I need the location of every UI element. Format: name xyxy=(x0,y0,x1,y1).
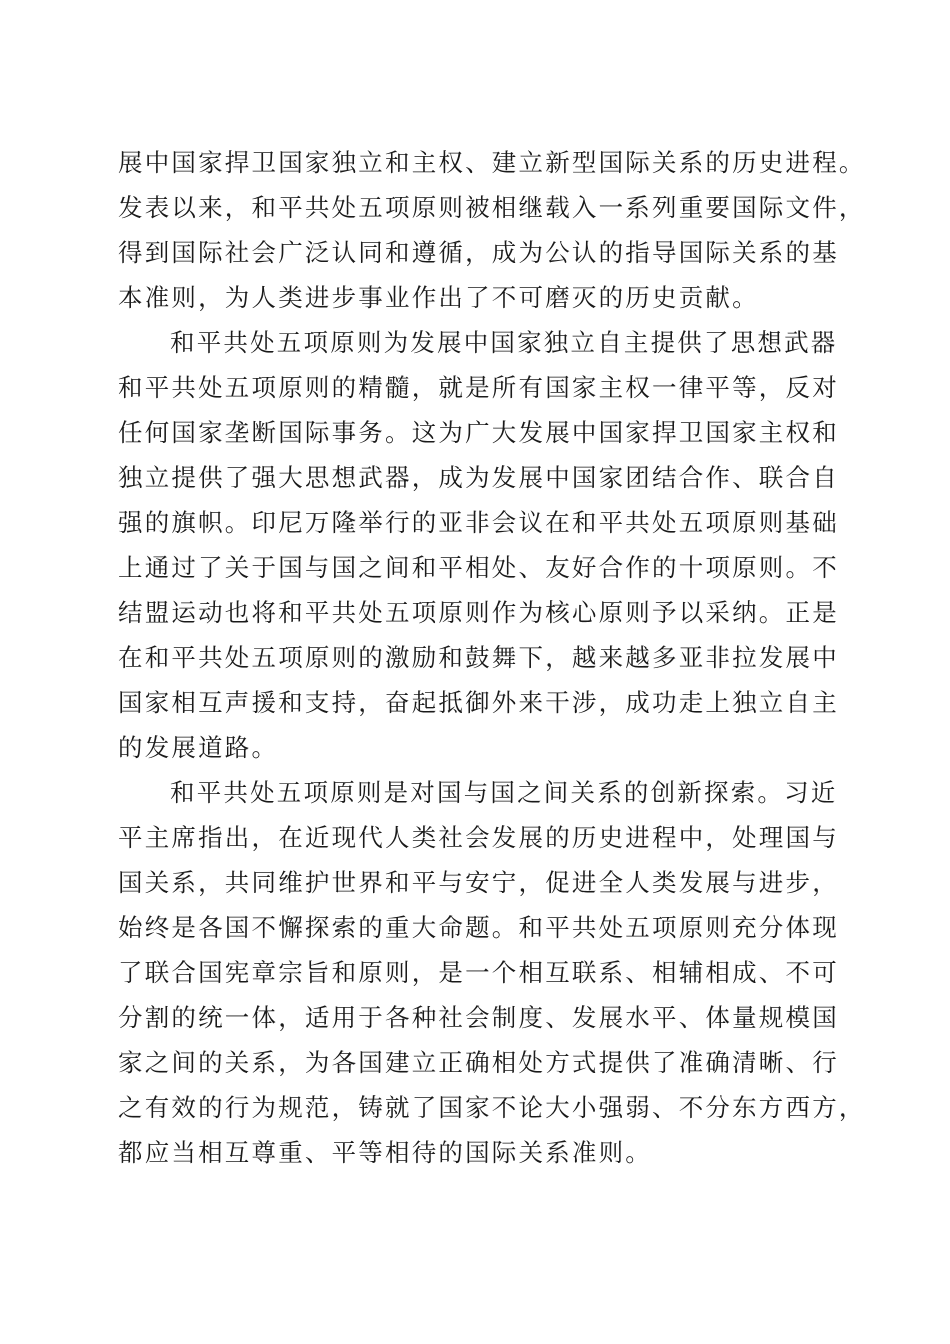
document-body xyxy=(118,140,866,1175)
text-line: 家之间的关系，为各国建立正确相处方式提供了准确清晰、行 xyxy=(118,1048,839,1077)
text-line: 上通过了关于国与国之间和平相处、友好合作的十项原则。不 xyxy=(118,553,839,582)
paragraph-2 xyxy=(118,320,838,770)
text-line: 展中国家捍卫国家独立和主权、建立新型国际关系的历史进程。 xyxy=(118,148,866,177)
paragraph-1 xyxy=(118,140,866,320)
paragraph-heading-line: 和平共处五项原则是对国与国之间关系的创新探索。习近 xyxy=(170,778,838,807)
text-line: 之有效的行为规范，铸就了国家不论大小强弱、不分东方西方， xyxy=(118,1093,866,1122)
text-line: 结盟运动也将和平共处五项原则作为核心原则予以采纳。正是 xyxy=(118,598,839,627)
text-line: 始终是各国不懈探索的重大命题。和平共处五项原则充分体现 xyxy=(118,913,839,942)
text-line: 的发展道路。 xyxy=(118,733,279,762)
paragraph-heading-line: 和平共处五项原则为发展中国家独立自主提供了思想武器 xyxy=(170,328,838,357)
text-line: 独立提供了强大思想武器，成为发展中国家团结合作、联合自 xyxy=(118,463,839,492)
text-line: 强的旗帜。印尼万隆举行的亚非会议在和平共处五项原则基础 xyxy=(118,508,839,537)
text-line: 得到国际社会广泛认同和遵循，成为公认的指导国际关系的基 xyxy=(118,238,839,267)
text-line: 在和平共处五项原则的激励和鼓舞下，越来越多亚非拉发展中 xyxy=(118,643,839,672)
text-line: 和平共处五项原则的精髓，就是所有国家主权一律平等，反对 xyxy=(118,373,839,402)
text-line: 本准则，为人类进步事业作出了不可磨灭的历史贡献。 xyxy=(118,283,759,312)
text-line: 了联合国宪章宗旨和原则，是一个相互联系、相辅相成、不可 xyxy=(118,958,839,987)
text-line: 国关系，共同维护世界和平与安宁，促进全人类发展与进步， xyxy=(118,868,839,897)
text-line: 平主席指出，在近现代人类社会发展的历史进程中，处理国与 xyxy=(118,823,839,852)
text-line: 分割的统一体，适用于各种社会制度、发展水平、体量规模国 xyxy=(118,1003,839,1032)
text-line: 国家相互声援和支持，奋起抵御外来干涉，成功走上独立自主 xyxy=(118,688,839,717)
text-line: 任何国家垄断国际事务。这为广大发展中国家捍卫国家主权和 xyxy=(118,418,839,447)
paragraph-3 xyxy=(118,770,866,1175)
text-line: 都应当相互尊重、平等相待的国际关系准则。 xyxy=(118,1138,652,1167)
text-line: 发表以来，和平共处五项原则被相继载入一系列重要国际文件， xyxy=(118,193,866,222)
